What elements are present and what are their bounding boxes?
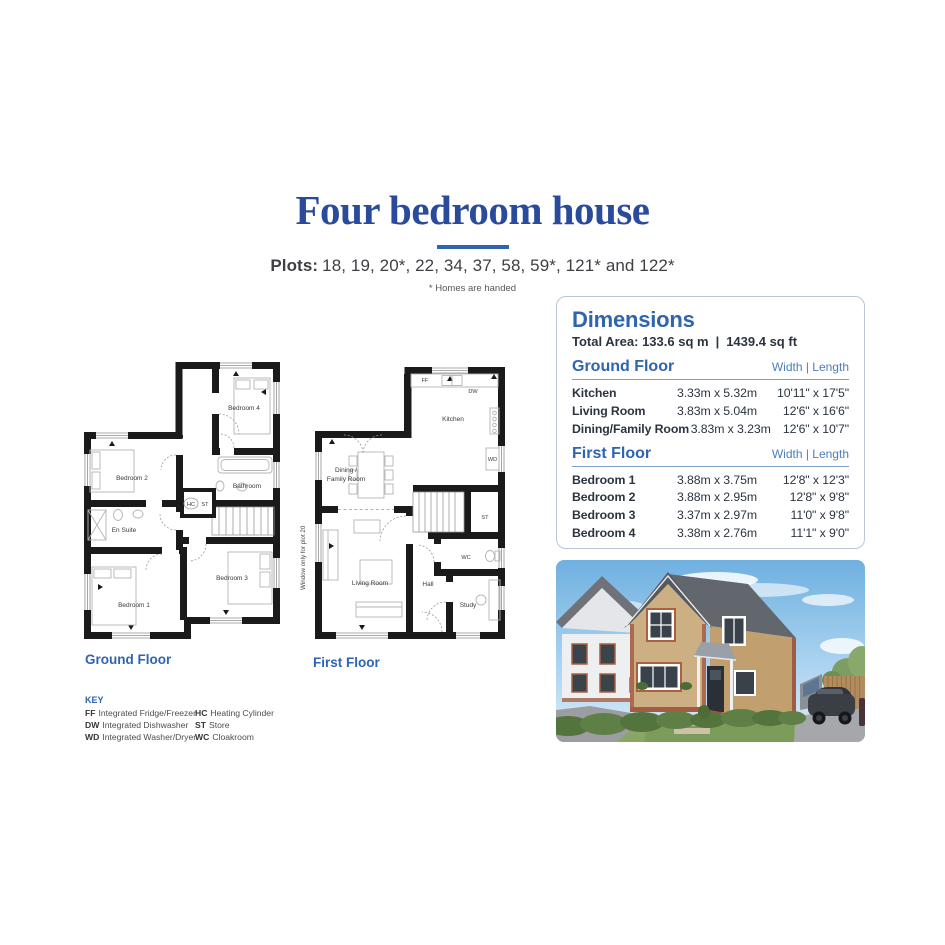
page-title: Four bedroom house bbox=[295, 187, 650, 233]
label-st: ST bbox=[481, 515, 489, 521]
ground-floor-plan bbox=[84, 362, 280, 650]
metric-dims: 3.33m x 5.32m bbox=[676, 386, 757, 401]
dimensions-title: Dimensions bbox=[572, 307, 695, 332]
stairs bbox=[413, 492, 464, 532]
key-entry-wd: WD Integrated Washer/Dryer bbox=[85, 732, 197, 742]
room-label-hall: Hall bbox=[422, 581, 434, 588]
metric-dims: 3.88m x 3.75m bbox=[676, 472, 757, 487]
room-name: Bedroom 1 bbox=[572, 472, 636, 487]
room-label-bedroom2: Bedroom 2 bbox=[116, 475, 148, 482]
plots-list: 18, 19, 20*, 22, 34, 37, 58, 59*, 121* and 122* bbox=[322, 256, 675, 275]
plots-line bbox=[0, 256, 945, 276]
metric-dims: 3.83m x 5.04m bbox=[676, 403, 757, 418]
label-wc: WC bbox=[461, 555, 471, 561]
plot-note: Window only for plot 20 bbox=[300, 525, 307, 590]
room-name: Bedroom 4 bbox=[572, 525, 636, 540]
second-car bbox=[859, 698, 865, 726]
dimension-row bbox=[572, 490, 849, 504]
room-name: Bedroom 3 bbox=[572, 508, 636, 523]
key-title: KEY bbox=[85, 695, 104, 705]
key-column-2 bbox=[195, 708, 274, 744]
room-label-bedroom1: Bedroom 1 bbox=[118, 602, 150, 609]
key-column-1 bbox=[85, 708, 195, 744]
imperial-dims: 11'0" x 9'8" bbox=[790, 508, 849, 523]
section-head-ground bbox=[572, 358, 849, 376]
room-name: Kitchen bbox=[572, 386, 617, 401]
plots-label: Plots: bbox=[270, 256, 319, 275]
room-label-study: Study bbox=[459, 602, 477, 609]
floor-label-first: First Floor bbox=[313, 655, 380, 670]
label-dw: DW bbox=[468, 389, 478, 395]
room-name: Bedroom 2 bbox=[572, 490, 636, 505]
hanging-basket bbox=[680, 682, 692, 690]
dimension-row bbox=[572, 473, 849, 487]
floor-label-ground: Ground Floor bbox=[85, 652, 172, 667]
first-floor-plan bbox=[296, 364, 512, 654]
dimension-row bbox=[572, 508, 849, 522]
key-entry-ff: FF Integrated Fridge/Freezer bbox=[85, 708, 196, 718]
dimension-row bbox=[572, 404, 849, 418]
metric-dims: 3.37m x 2.97m bbox=[676, 508, 757, 523]
metric-dims: 3.38m x 2.76m bbox=[676, 525, 757, 540]
section-rule bbox=[572, 466, 849, 467]
imperial-dims: 12'8" x 9'8" bbox=[789, 490, 849, 505]
column-header: Width | Length bbox=[771, 360, 849, 375]
metric-dims: 3.83m x 3.23m bbox=[690, 421, 771, 436]
section-head-first bbox=[572, 445, 849, 463]
room-label-kitchen: Kitchen bbox=[442, 416, 464, 423]
total-area: Total Area: 133.6 sq m | 1439.4 sq ft bbox=[572, 334, 798, 350]
dimensions-card bbox=[556, 296, 865, 549]
room-label-ensuite: En Suite bbox=[111, 527, 137, 534]
key-entry-dw: DW Integrated Dishwasher bbox=[85, 720, 189, 730]
bush bbox=[698, 705, 710, 719]
label-ff: FF bbox=[421, 378, 429, 384]
key-entry-hc: HC Heating Cylinder bbox=[195, 708, 274, 718]
room-name: Dining/Family Room bbox=[572, 421, 690, 436]
section-heading: Ground Floor bbox=[572, 358, 675, 376]
section-heading: First Floor bbox=[572, 444, 652, 462]
key-entry-wc: WC Cloakroom bbox=[195, 732, 254, 742]
imperial-dims: 12'6" x 10'7" bbox=[782, 421, 849, 436]
key-legend bbox=[85, 695, 274, 744]
room-label-dining-1: Dining / bbox=[334, 467, 358, 474]
section-rule bbox=[572, 379, 849, 380]
key-entry-st: ST Store bbox=[195, 720, 230, 730]
handed-note: * Homes are handed bbox=[428, 283, 517, 294]
column-header: Width | Length bbox=[771, 446, 849, 461]
room-label-living: Living Room bbox=[351, 580, 389, 587]
room-label-dining-2: Family Room bbox=[326, 476, 366, 483]
room-label-bedroom3: Bedroom 3 bbox=[216, 575, 248, 582]
imperial-dims: 11'1" x 9'0" bbox=[790, 525, 849, 540]
imperial-dims: 12'6" x 16'6" bbox=[782, 403, 849, 418]
metric-dims: 3.88m x 2.95m bbox=[676, 490, 757, 505]
stairs bbox=[212, 507, 274, 535]
room-label-bathroom: Bathroom bbox=[232, 483, 262, 490]
dimension-row bbox=[572, 386, 849, 400]
dimension-row bbox=[572, 526, 849, 540]
imperial-dims: 10'11" x 17'5" bbox=[777, 386, 849, 401]
title-underline bbox=[437, 245, 509, 249]
room-label-bedroom4: Bedroom 4 bbox=[228, 405, 260, 412]
label-hc: HC bbox=[186, 502, 196, 508]
house-photo-svg bbox=[556, 560, 865, 742]
hanging-basket bbox=[636, 682, 648, 690]
dimension-row bbox=[572, 422, 849, 436]
label-st-closet: ST bbox=[201, 502, 209, 508]
label-wd: WD bbox=[487, 457, 498, 463]
house-photo bbox=[556, 560, 865, 742]
room-name: Living Room bbox=[572, 403, 646, 418]
imperial-dims: 12'8" x 12'3" bbox=[782, 472, 849, 487]
